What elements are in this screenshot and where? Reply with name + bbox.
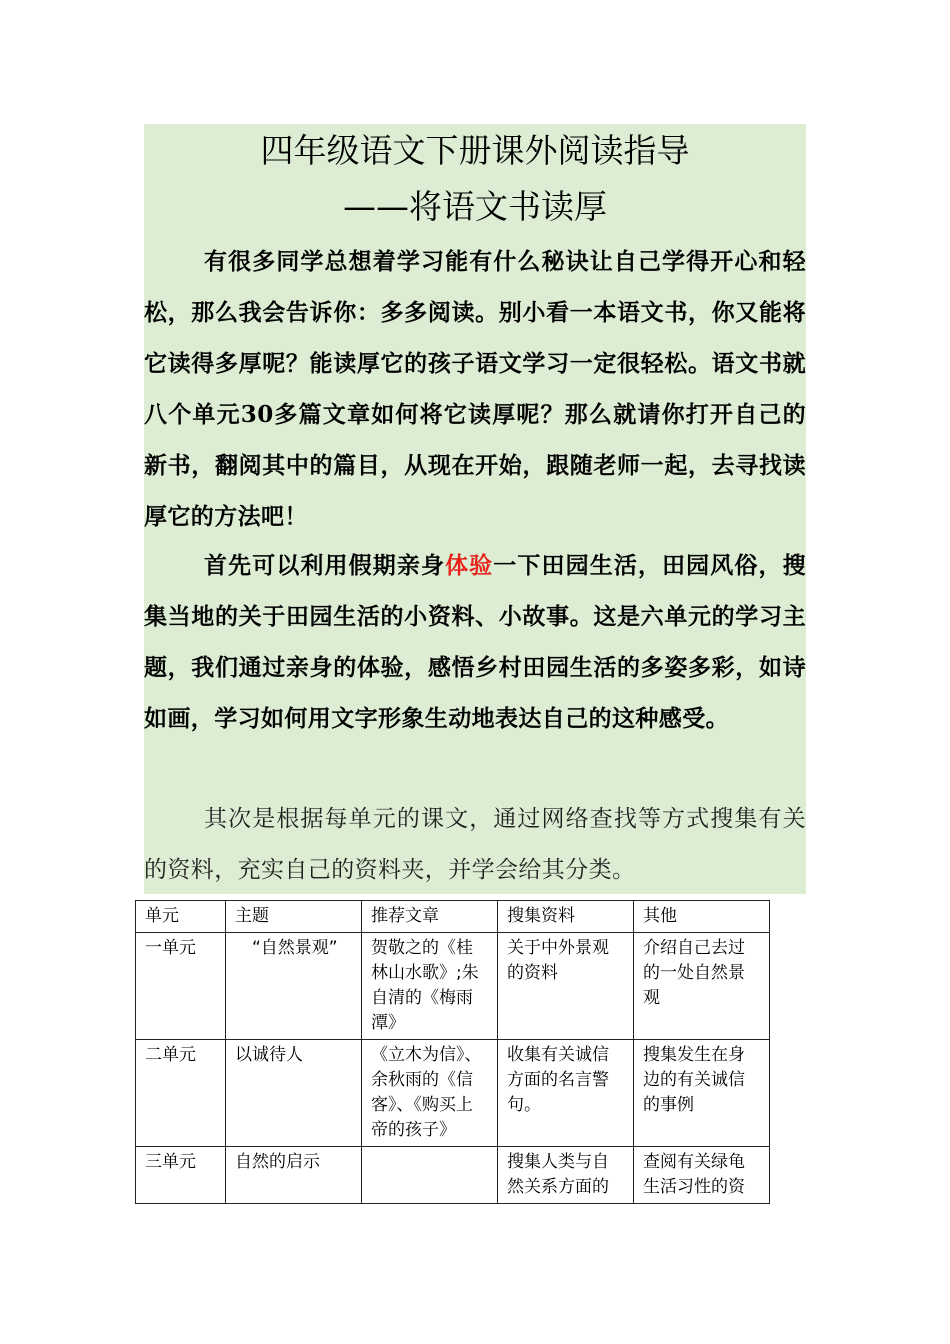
table-cell: 搜集人类与自然关系方面的: [498, 1147, 634, 1204]
table-row: [136, 933, 770, 1040]
table-cell: 一单元: [136, 933, 226, 1040]
document-title: 四年级语文下册课外阅读指导: [260, 131, 690, 170]
table-row: [136, 1147, 770, 1204]
table-cell: “自然景观”: [226, 933, 362, 1040]
table-cell: 关于中外景观的资料: [498, 933, 634, 1040]
header-other: 其他: [634, 901, 770, 933]
table-cell: [362, 1147, 498, 1204]
highlighted-word: 体验: [445, 552, 494, 579]
table-cell: 查阅有关绿龟生活习性的资: [634, 1147, 770, 1204]
table-cell: 三单元: [136, 1147, 226, 1204]
header-theme: 主题: [226, 901, 362, 933]
experience-text-after: 一下田园生活，田园风俗，搜集当地的关于田园生活的小资料、小故事。这是六单元的学习主题，我们通过亲身的体验，感悟乡村田园生活的多姿多彩，如诗如画，学习如何用文字形象生动地表达自己的这种感受。: [144, 552, 806, 732]
table-cell: 二单元: [136, 1040, 226, 1147]
table-cell: 搜集发生在身边的有关诚信的事例: [634, 1040, 770, 1147]
table-cell: 以诚待人: [226, 1040, 362, 1147]
table-row: [136, 1040, 770, 1147]
experience-text-before: 首先可以利用假期亲身: [204, 552, 446, 579]
intro-paragraph: 有很多同学总想着学习能有什么秘诀让自己学得开心和轻松，那么我会告诉你：多多阅读。别小看一本语文书，你又能将它读得多厚呢？能读厚它的孩子语文学习一定很轻松。语文书就八个单元30多篇文章如何将它读厚呢？那么就请你打开自己的新书，翻阅其中的篇目，从现在开始，跟随老师一起，去寻找读厚它的方法吧！: [144, 248, 806, 530]
header-materials: 搜集资料: [498, 901, 634, 933]
header-recommended: 推荐文章: [362, 901, 498, 933]
table-cell: 贺敬之的《桂林山水歌》;朱自清的《梅雨潭》: [362, 933, 498, 1040]
collect-paragraph: 其次是根据每单元的课文，通过网络查找等方式搜集有关的资料，充实自己的资料夹，并学会给其分类。: [144, 806, 806, 883]
table-cell: 自然的启示: [226, 1147, 362, 1204]
table-cell: 《立木为信》、余秋雨的《信客》、《购买上帝的孩子》: [362, 1040, 498, 1147]
header-unit: 单元: [136, 901, 226, 933]
table-cell: 介绍自己去过的一处自然景观: [634, 933, 770, 1040]
document-subtitle: ——将语文书读厚: [343, 187, 607, 226]
experience-paragraph: [144, 540, 806, 744]
unit-reading-table: [135, 900, 770, 1204]
table-header-row: [136, 901, 770, 933]
table-cell: 收集有关诚信方面的名言警句。: [498, 1040, 634, 1147]
